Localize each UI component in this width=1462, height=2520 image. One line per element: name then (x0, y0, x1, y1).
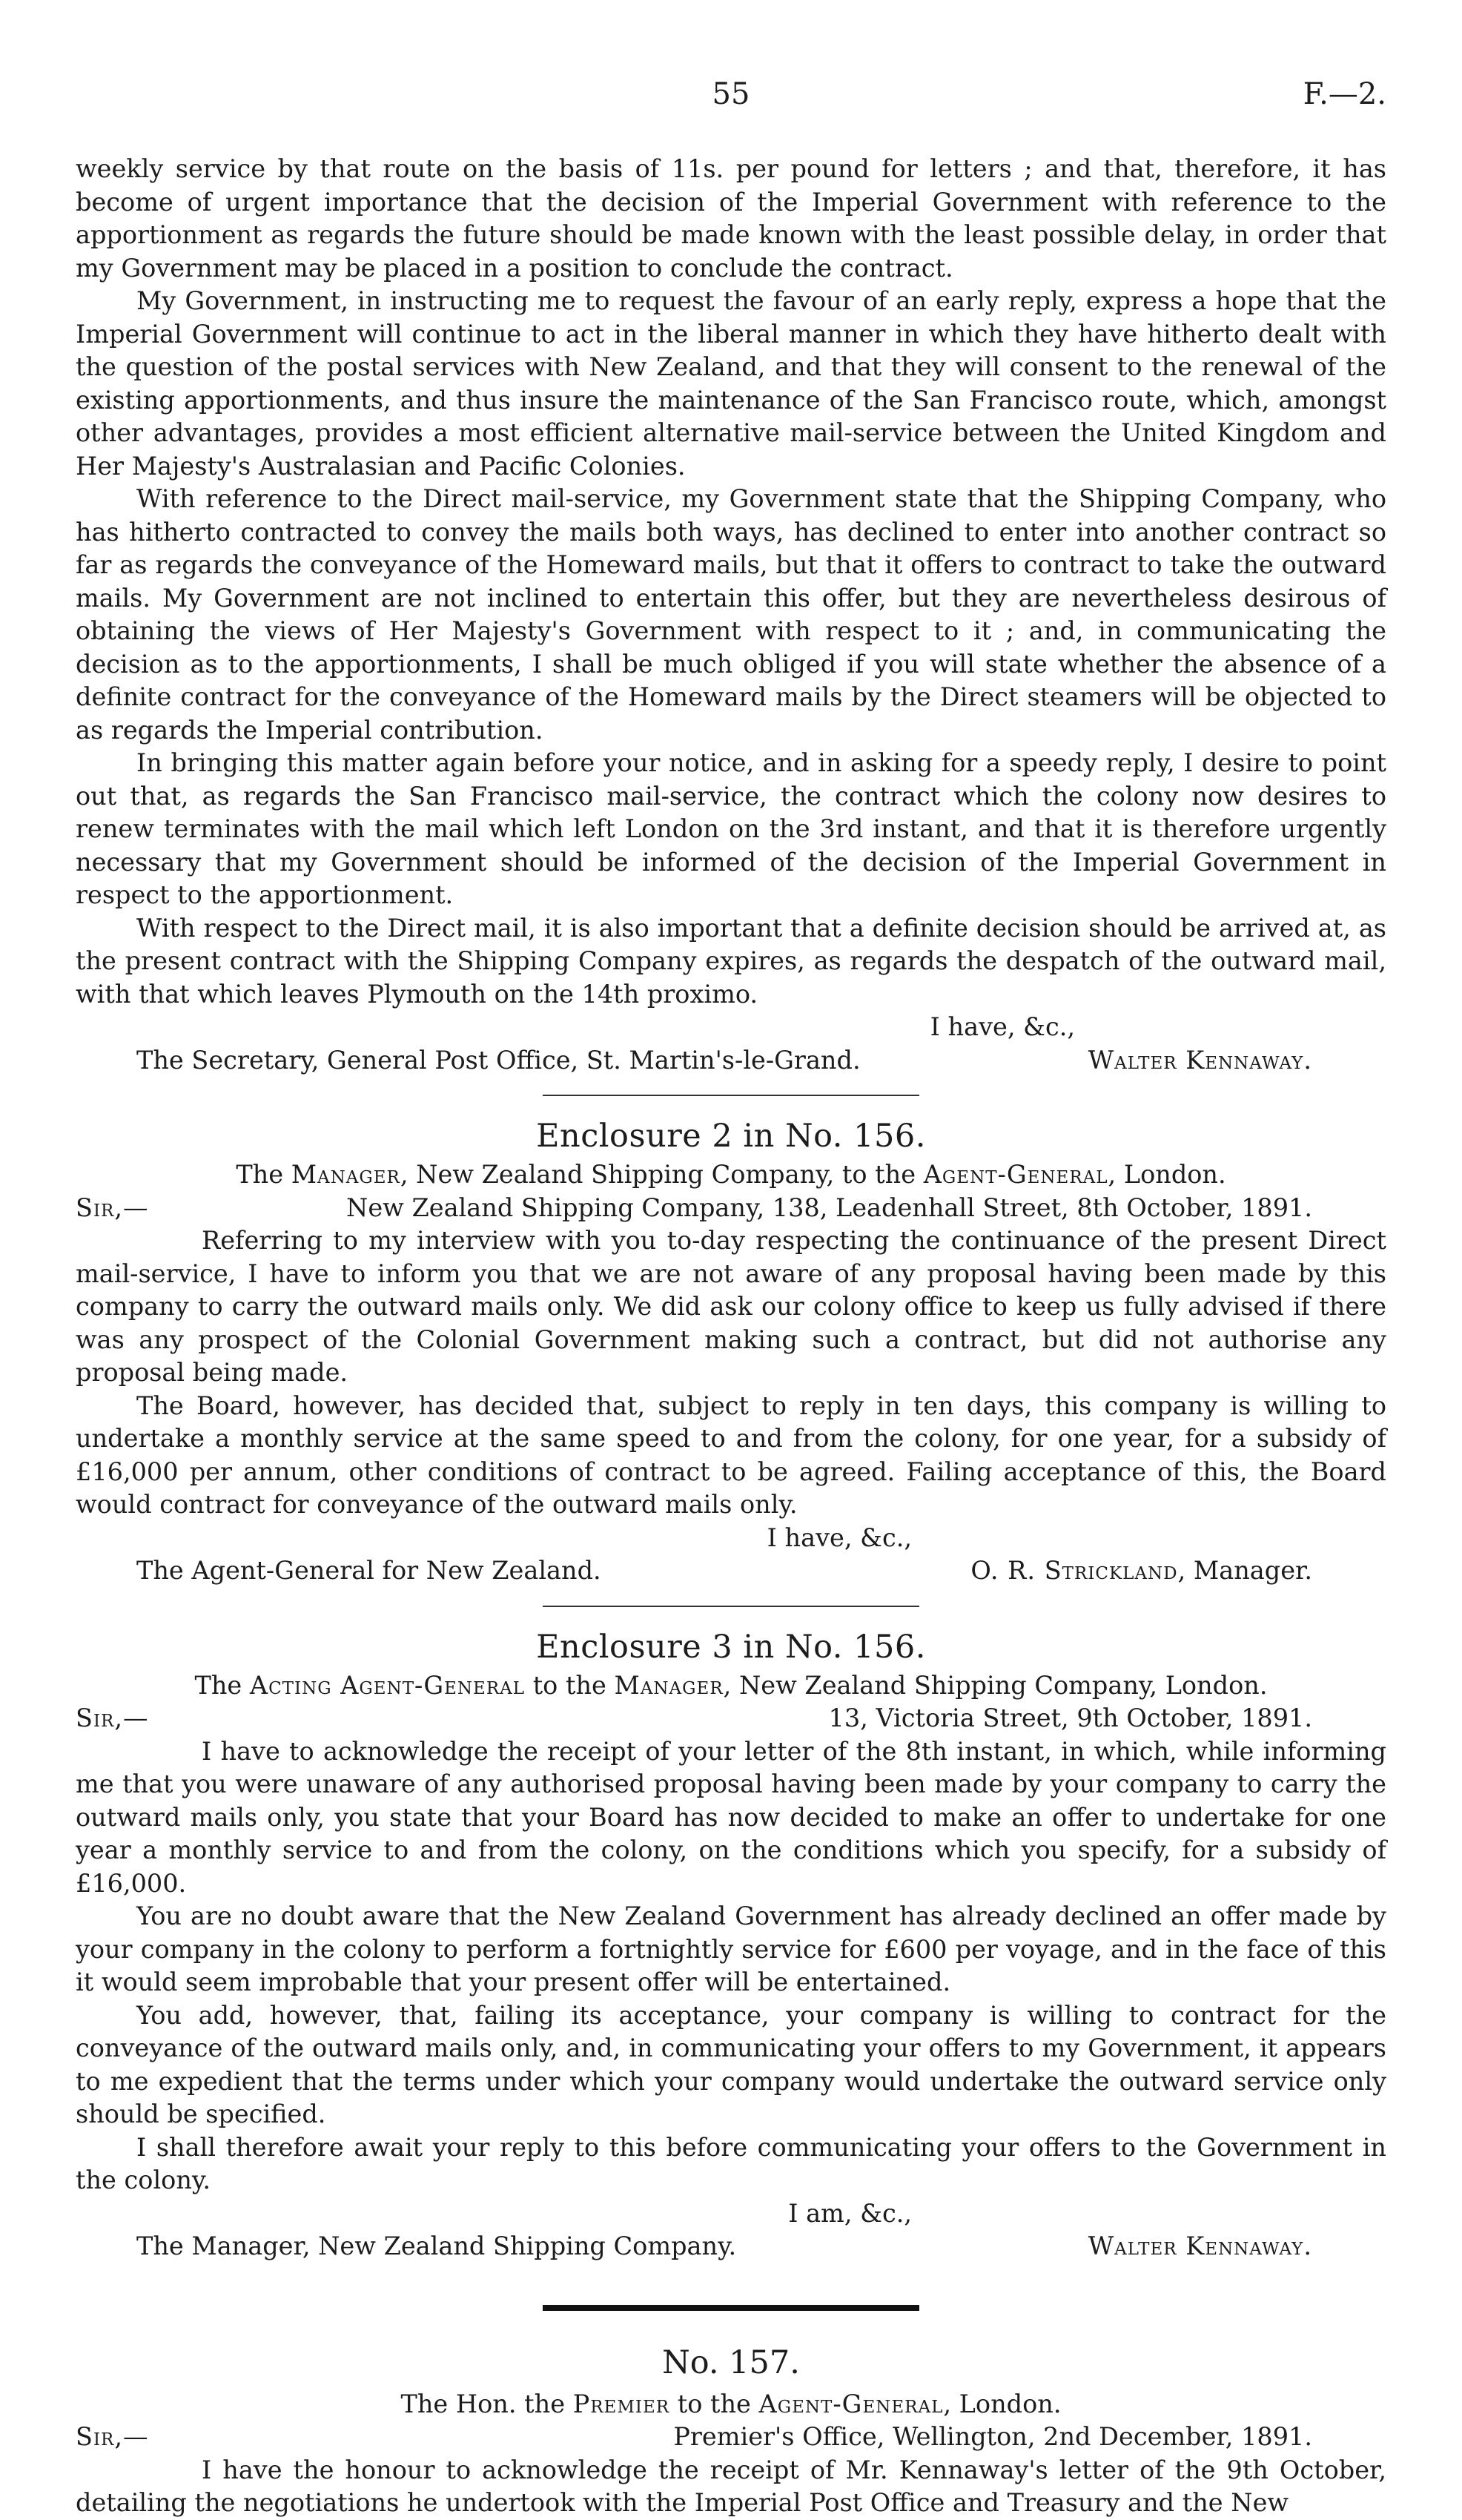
heading-middle: to the (677, 2389, 751, 2418)
paragraph: Referring to my interview with you to-day respecting the continuance of the present Direct mail-service, I have to inform you that we are not aware of any proposal having been made by this company to carry the outward mails only. We did ask our colony office to keep us fully advised if there was any prospect of the Colonial Government making such a contract, but did not authorise any proposal being made. (76, 1226, 1386, 1387)
page-content (76, 153, 1386, 2520)
heading-suffix: , London. (943, 2389, 1062, 2418)
section-divider (543, 1606, 919, 1607)
letter-heading (76, 1158, 1386, 1192)
section-divider (543, 1095, 919, 1096)
paragraph: With respect to the Direct mail, it is also important that a definite decision should be arrived at, as the present contract with the Shipping Company expires, as regards the despatch of the outward mail, with that which leaves Plymouth on the 14th proximo. (76, 913, 1386, 1009)
signature (970, 1554, 1312, 1588)
enclosure-title: Enclosure 2 in No. 156. (536, 1118, 926, 1155)
closing-formula: I am, &c., (788, 2198, 912, 2228)
closing-line (76, 2197, 1386, 2231)
sender-role: Premier (572, 2389, 670, 2418)
salutation: Sir,— (76, 1193, 149, 1222)
dateline: New Zealand Shipping Company, 138, Leadenhall Street, 8th October, 1891. (346, 1193, 1312, 1222)
salutation-row (76, 1192, 1386, 1225)
letter-no-157 (76, 2342, 1386, 2520)
paragraph: I have to acknowledge the receipt of your letter of the 8th instant, in which, while informing me that you were unaware of any authorised proposal having been made by your company to carry the outward mails only, you state that your Board has now decided to make an offer to undertake for one year a monthly service to and from the colony, on the conditions which you specify, for a subsidy of £16,000. (76, 1736, 1386, 1898)
salutation: Sir,— (76, 2422, 149, 2451)
signature-name: O. R. Strickland (970, 1556, 1178, 1585)
page-header (76, 70, 1386, 115)
sender-role: Manager (291, 1160, 400, 1189)
closing-formula: I have, &c., (930, 1012, 1075, 1041)
paragraph: The Board, however, has decided that, subject to reply in ten days, this company is willing to undertake a monthly service at the same speed to and from the colony, for one year, for a subsidy of £16,000 per annum, other conditions of contract to be agreed. Failing acceptance of this, the Board would contract for conveyance of the outward mails only. (76, 1391, 1386, 1519)
document-reference: F.—2. (1303, 77, 1386, 111)
dateline: Premier's Office, Wellington, 2nd December, 1891. (673, 2422, 1312, 2451)
heading-prefix: The Hon. the (400, 2389, 566, 2418)
paragraph: You are no doubt aware that the New Zealand Government has already declined an offer made by your company in the colony to perform a fortnightly service for £600 per voyage, and in the face of this it would seem improbable that your present offer will be entertained. (76, 1901, 1386, 1996)
heading-prefix: The (194, 1670, 242, 1700)
signature-title: , Manager. (1177, 1556, 1312, 1585)
closing-line (76, 1522, 1386, 1555)
paragraph: weekly service by that route on the basis of 11s. per pound for letters ; and that, therefore, it has become of urgent importance that the decision of the Imperial Government with reference to the apportionment as regards the future should be made known with the least possible delay, in order that my Government may be placed in a position to conclude the contract. (76, 154, 1386, 283)
letter-continuation (76, 153, 1386, 1077)
salutation: Sir,— (76, 1703, 149, 1732)
paragraph: I have the honour to acknowledge the receipt of Mr. Kennaway's letter of the 9th October, detailing the negotiations he undertook with the Imperial Post Office and Treasury and the New (76, 2455, 1386, 2517)
dateline: 13, Victoria Street, 9th October, 1891. (828, 1703, 1312, 1732)
paragraph: My Government, in instructing me to request the favour of an early reply, express a hope that the Imperial Government will continue to act in the liberal manner in which they have hitherto dealt with the question of the postal services with New Zealand, and that they will consent to the renewal of the existing apportionments, and thus insure the maintenance of the San Francisco route, which, amongst other advantages, provides a most efficient alternative mail-service between the United Kingdom and Her Majesty's Australasian and Pacific Colonies. (76, 286, 1386, 481)
heading-middle: , New Zealand Shipping Company, to the (400, 1160, 916, 1189)
closing-line (76, 1011, 1386, 1044)
addressee: The Manager, New Zealand Shipping Company. (136, 2232, 737, 2260)
salutation-row (76, 1702, 1386, 1735)
signature: Walter Kennaway. (1088, 1045, 1312, 1075)
heading-suffix: , London. (1108, 1160, 1226, 1189)
sender-role: Acting Agent-General (249, 1670, 526, 1700)
signature: Walter Kennaway. (1088, 2232, 1312, 2260)
paragraph: I shall therefore await your reply to this before communicating your offers to the Government in the colony. (76, 2132, 1386, 2194)
letter-number-title: No. 157. (662, 2343, 800, 2381)
salutation-row (76, 2421, 1386, 2454)
enclosure-2 (76, 1115, 1386, 1588)
paragraph: In bringing this matter again before your notice, and in asking for a speedy reply, I desire to point out that, as regards the San Francisco mail-service, the contract which the colony now desires to renew terminates with the mail which left London on the 3rd instant, and that it is therefore urgently necessary that my Government should be informed of the decision of the Imperial Government in respect to the apportionment. (76, 748, 1386, 909)
recipient-role: Manager (614, 1670, 724, 1700)
recipient-role: Agent-General (923, 1160, 1108, 1189)
addressee: The Secretary, General Post Office, St. Martin's-le-Grand. (136, 1045, 861, 1075)
paragraph: You add, however, that, failing its acceptance, your company is willing to contract for the conveyance of the outward mails only, and, in communicating your offers to my Government, it appears to me expedient that the terms under which your company would undertake the outward service only should be specified. (76, 2000, 1386, 2128)
heading-suffix: , New Zealand Shipping Company, London. (723, 1670, 1268, 1700)
recipient-role: Agent-General (758, 2389, 944, 2418)
page-number: 55 (712, 77, 750, 111)
signature-row (76, 2230, 1386, 2263)
section-divider-thick (543, 2305, 919, 2311)
signature-row (76, 1554, 1386, 1588)
heading-prefix: The (236, 1160, 284, 1189)
paragraph: With reference to the Direct mail-service, my Government state that the Shipping Company, who has hitherto contracted to convey the mails both ways, has declined to enter into another contract so far as regards the conveyance of the Homeward mails, but that it offers to contract to take the outward mails. My Government are not inclined to entertain this offer, but they are nevertheless desirous of obtaining the views of Her Majesty's Government with respect to it ; and, in communicating the decision as to the apportionments, I shall be much obliged if you will state whether the absence of a definite contract for the conveyance of the Homeward mails by the Direct steamers will be objected to as regards the Imperial contribution. (76, 484, 1386, 745)
addressee: The Agent-General for New Zealand. (136, 1556, 601, 1585)
heading-middle: to the (532, 1670, 606, 1700)
enclosure-title: Enclosure 3 in No. 156. (536, 1628, 926, 1666)
enclosure-3 (76, 1626, 1386, 2263)
signature-row (76, 1044, 1386, 1078)
letter-heading (76, 1669, 1386, 1703)
closing-formula: I have, &c., (767, 1523, 912, 1552)
letter-heading (76, 2388, 1386, 2421)
